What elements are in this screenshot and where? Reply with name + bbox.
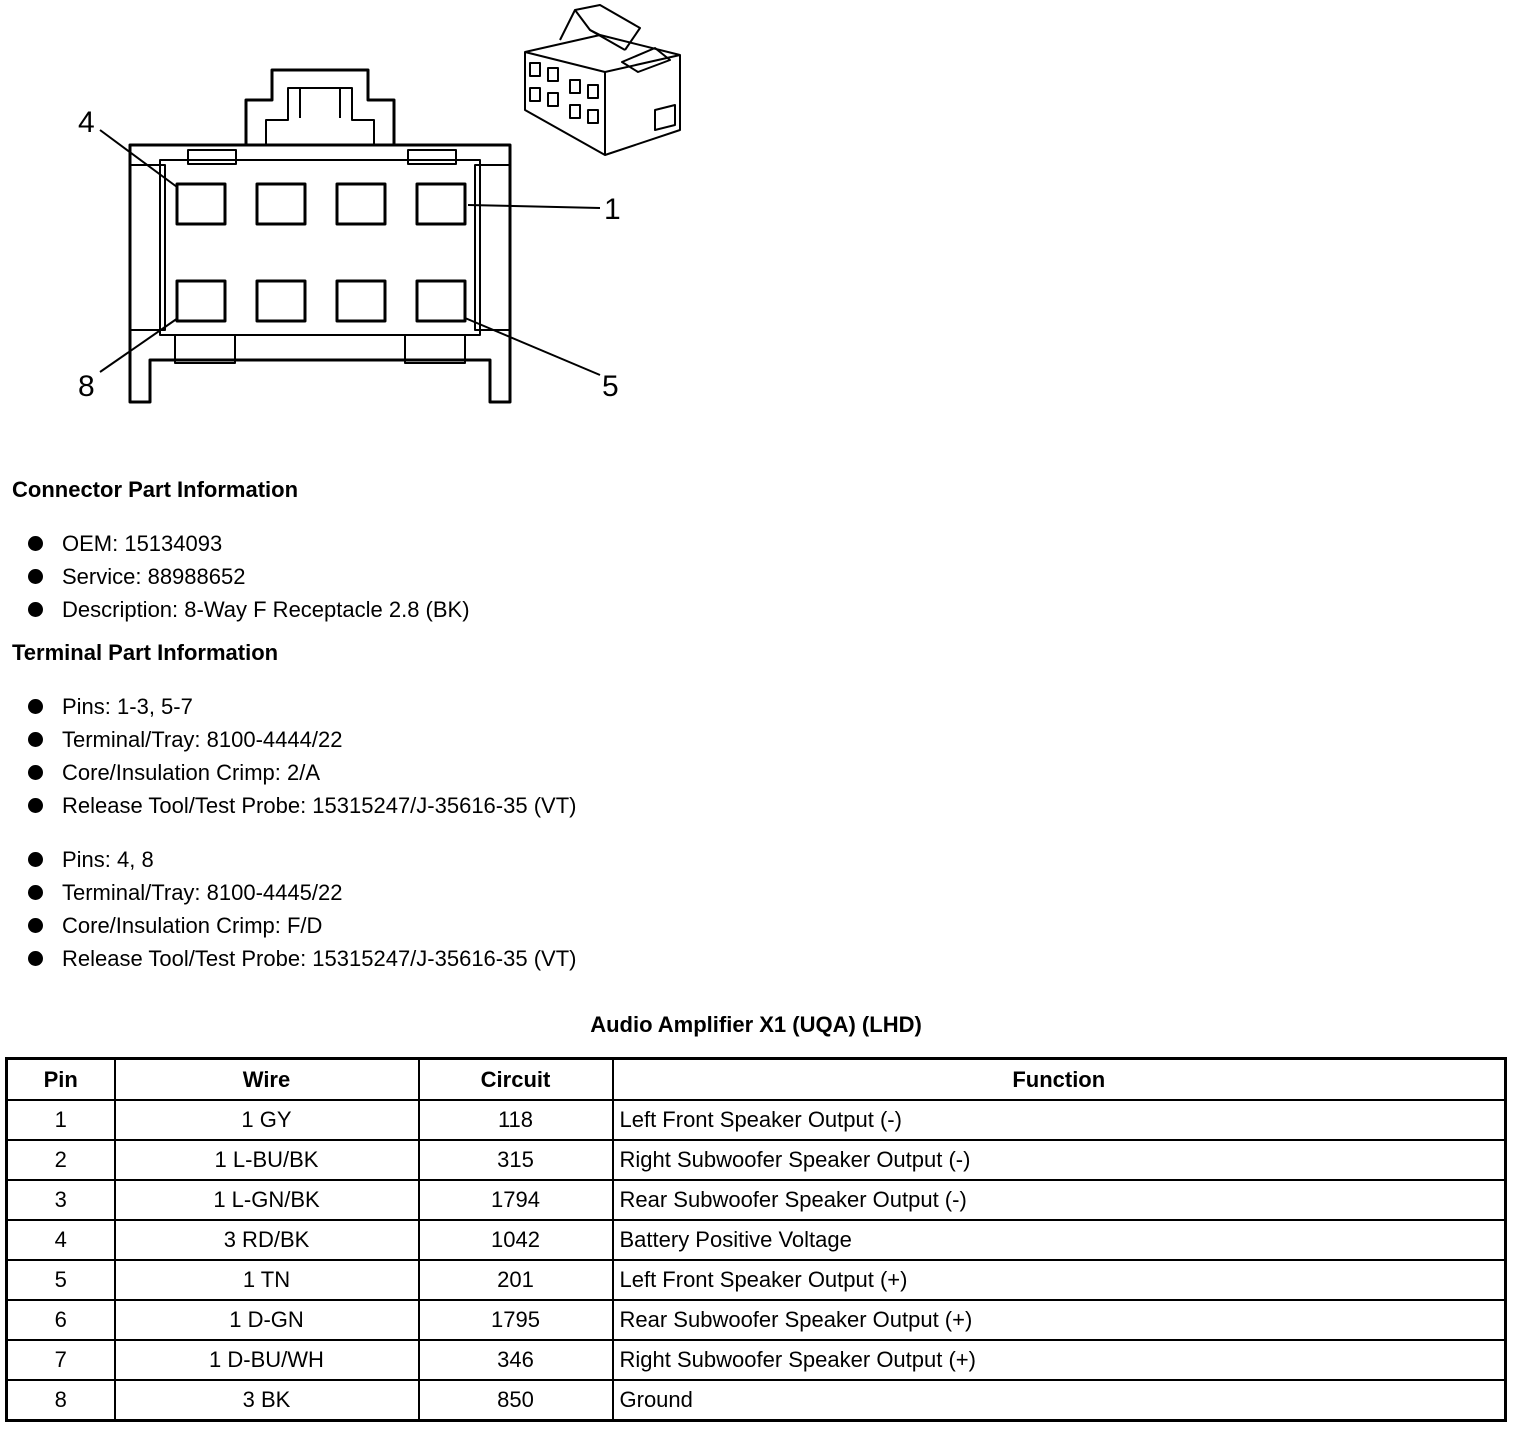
list-item: Release Tool/Test Probe: 15315247/J-35616-35 (VT) bbox=[28, 789, 576, 822]
table-row bbox=[7, 1300, 1506, 1340]
cell-function: Left Front Speaker Output (+) bbox=[613, 1260, 1506, 1300]
cell-circuit: 346 bbox=[419, 1340, 613, 1380]
cell-wire: 1 L-GN/BK bbox=[115, 1180, 419, 1220]
cell-pin: 6 bbox=[7, 1300, 115, 1340]
cell-circuit: 118 bbox=[419, 1100, 613, 1140]
bullet-icon bbox=[28, 699, 43, 714]
pin-label-8: 8 bbox=[78, 370, 95, 403]
table-title: Audio Amplifier X1 (UQA) (LHD) bbox=[590, 1012, 922, 1037]
table-row bbox=[7, 1260, 1506, 1300]
cell-wire: 1 D-BU/WH bbox=[115, 1340, 419, 1380]
connector-info-heading: Connector Part Information bbox=[12, 477, 299, 502]
cell-wire: 1 TN bbox=[115, 1260, 419, 1300]
cell-pin: 8 bbox=[7, 1380, 115, 1421]
cell-wire: 1 D-GN bbox=[115, 1300, 419, 1340]
cell-circuit: 850 bbox=[419, 1380, 613, 1421]
cell-function: Battery Positive Voltage bbox=[613, 1220, 1506, 1260]
cell-circuit: 1042 bbox=[419, 1220, 613, 1260]
cell-function: Left Front Speaker Output (-) bbox=[613, 1100, 1506, 1140]
bullet-icon bbox=[28, 885, 43, 900]
cell-pin: 7 bbox=[7, 1340, 115, 1380]
terminal-info-heading: Terminal Part Information bbox=[12, 640, 279, 665]
table-row bbox=[7, 1220, 1506, 1260]
pin-label-5: 5 bbox=[602, 370, 619, 403]
connector-diagram bbox=[0, 0, 700, 420]
table-header-row bbox=[7, 1059, 1506, 1101]
cell-pin: 2 bbox=[7, 1140, 115, 1180]
bullet-icon bbox=[28, 602, 43, 617]
list-item: Pins: 1-3, 5-7 bbox=[28, 690, 576, 723]
terminal-info-list-2 bbox=[28, 843, 576, 975]
bullet-icon bbox=[28, 569, 43, 584]
cell-circuit: 201 bbox=[419, 1260, 613, 1300]
list-item: Pins: 4, 8 bbox=[28, 843, 576, 876]
cell-pin: 5 bbox=[7, 1260, 115, 1300]
bullet-icon bbox=[28, 852, 43, 867]
cell-circuit: 315 bbox=[419, 1140, 613, 1180]
cell-wire: 1 L-BU/BK bbox=[115, 1140, 419, 1180]
table-row bbox=[7, 1100, 1506, 1140]
bullet-icon bbox=[28, 765, 43, 780]
cell-function: Right Subwoofer Speaker Output (+) bbox=[613, 1340, 1506, 1380]
terminal-info-list-1 bbox=[28, 690, 576, 822]
bullet-icon bbox=[28, 732, 43, 747]
bullet-icon bbox=[28, 918, 43, 933]
connector-isometric-view bbox=[525, 5, 680, 155]
list-item: Description: 8-Way F Receptacle 2.8 (BK) bbox=[28, 593, 470, 626]
cell-pin: 1 bbox=[7, 1100, 115, 1140]
cell-function: Right Subwoofer Speaker Output (-) bbox=[613, 1140, 1506, 1180]
bullet-icon bbox=[28, 536, 43, 551]
table-row bbox=[7, 1380, 1506, 1421]
header-wire: Wire bbox=[115, 1059, 419, 1101]
list-item: Terminal/Tray: 8100-4444/22 bbox=[28, 723, 576, 756]
list-item: Core/Insulation Crimp: 2/A bbox=[28, 756, 576, 789]
list-item: Service: 88988652 bbox=[28, 560, 470, 593]
cell-function: Ground bbox=[613, 1380, 1506, 1421]
table-row bbox=[7, 1340, 1506, 1380]
cell-pin: 4 bbox=[7, 1220, 115, 1260]
list-item: Terminal/Tray: 8100-4445/22 bbox=[28, 876, 576, 909]
list-item: Release Tool/Test Probe: 15315247/J-35616-35 (VT) bbox=[28, 942, 576, 975]
bullet-icon bbox=[28, 951, 43, 966]
cell-wire: 3 RD/BK bbox=[115, 1220, 419, 1260]
bullet-icon bbox=[28, 798, 43, 813]
list-item: OEM: 15134093 bbox=[28, 527, 470, 560]
cell-wire: 1 GY bbox=[115, 1100, 419, 1140]
table-row bbox=[7, 1140, 1506, 1180]
connector-info-list bbox=[28, 527, 470, 626]
header-pin: Pin bbox=[7, 1059, 115, 1101]
cell-wire: 3 BK bbox=[115, 1380, 419, 1421]
header-function: Function bbox=[613, 1059, 1506, 1101]
header-circuit: Circuit bbox=[419, 1059, 613, 1101]
table-row bbox=[7, 1180, 1506, 1220]
cell-function: Rear Subwoofer Speaker Output (+) bbox=[613, 1300, 1506, 1340]
pinout-table bbox=[5, 1057, 1507, 1422]
cell-function: Rear Subwoofer Speaker Output (-) bbox=[613, 1180, 1506, 1220]
pin-label-1: 1 bbox=[604, 193, 621, 226]
cell-circuit: 1795 bbox=[419, 1300, 613, 1340]
cell-pin: 3 bbox=[7, 1180, 115, 1220]
pin-label-4: 4 bbox=[78, 106, 95, 139]
list-item: Core/Insulation Crimp: F/D bbox=[28, 909, 576, 942]
cell-circuit: 1794 bbox=[419, 1180, 613, 1220]
